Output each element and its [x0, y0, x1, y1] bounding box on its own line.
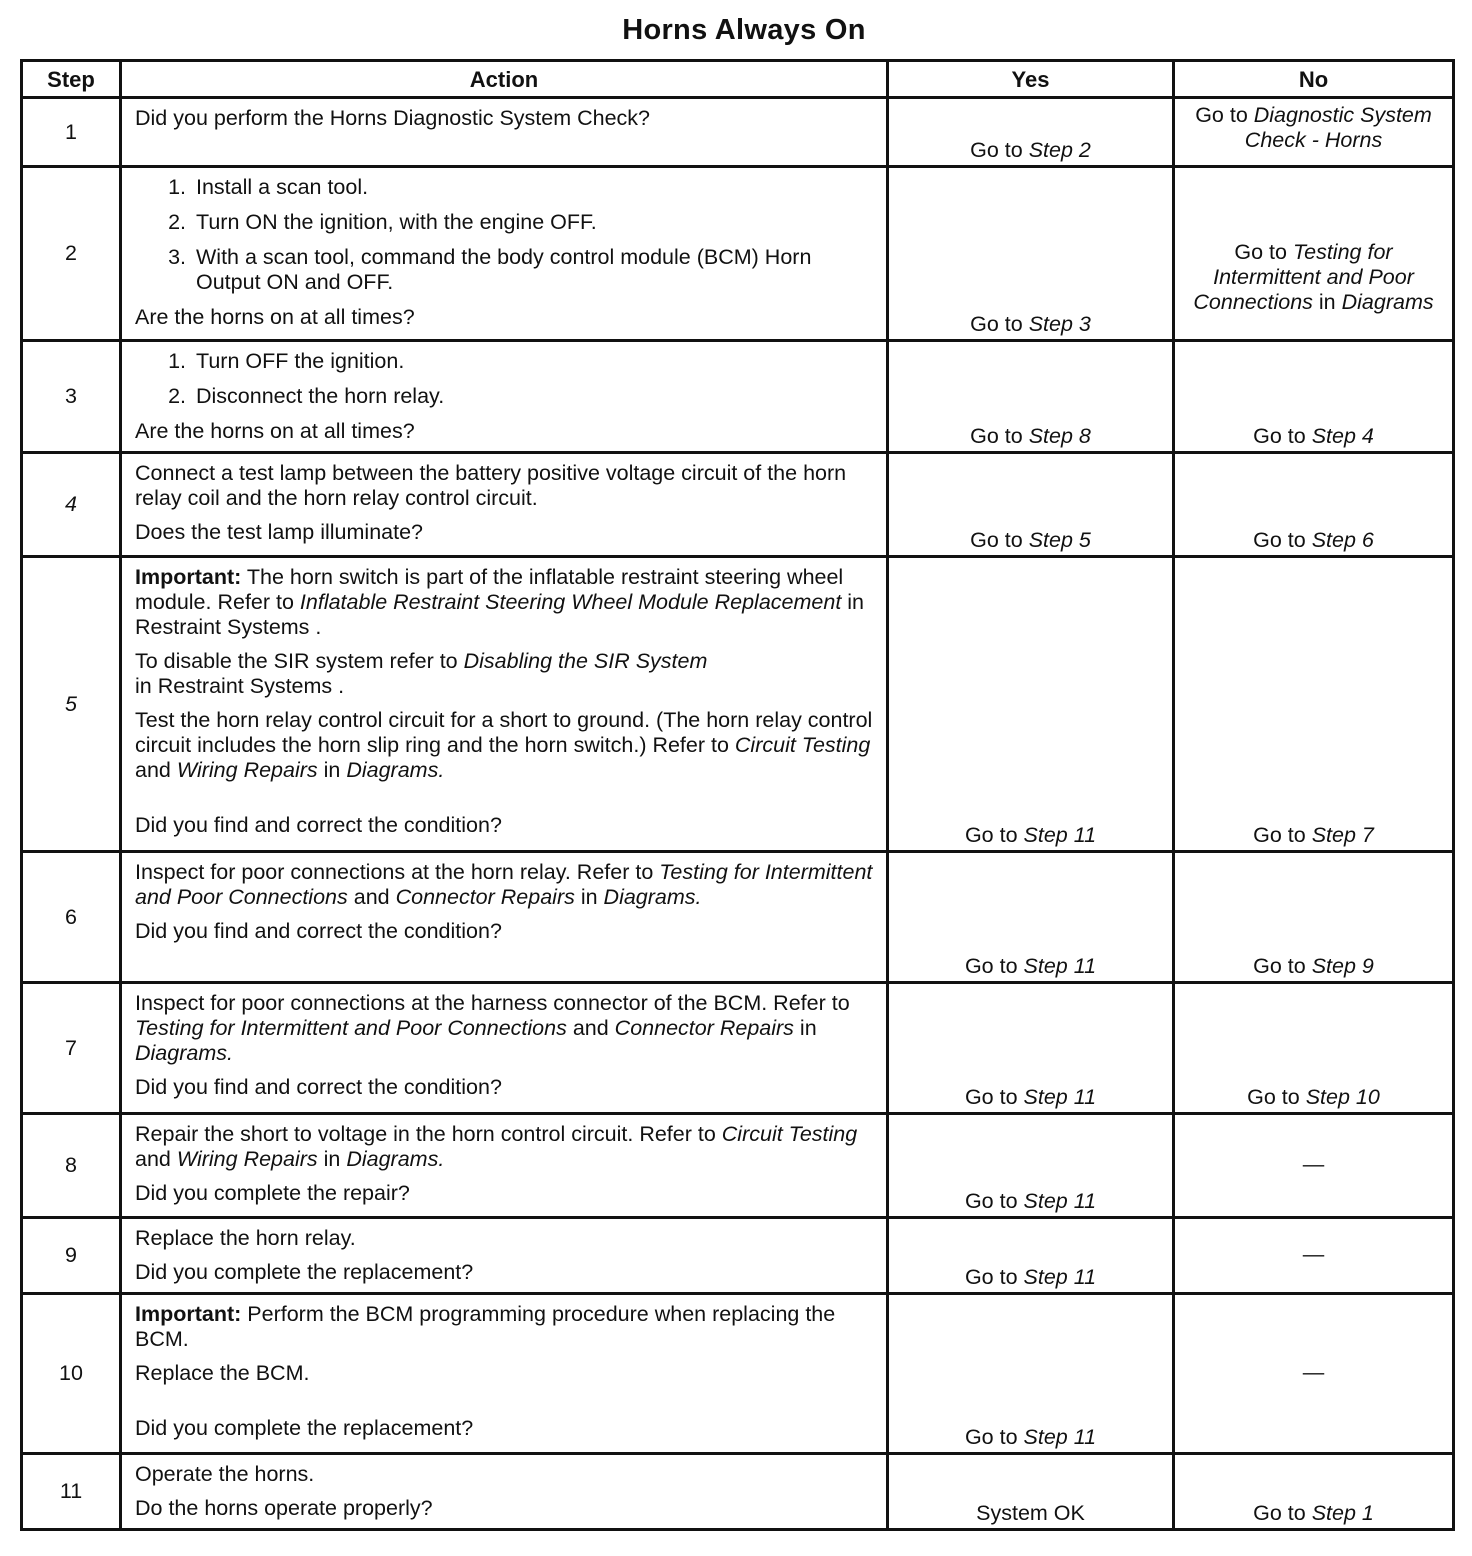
instruction-text: Test the horn relay control circuit for a short to ground. (The horn relay control circuit includes the horn slip ring and the horn switch.) Refer to Circuit Testing and Wiring Repairs in Diagrams.	[135, 708, 873, 782]
instruction-list	[135, 349, 876, 409]
step-number: 7	[22, 983, 121, 1114]
no-cell: Go to Step 7	[1174, 557, 1454, 852]
question: Did you complete the replacement?	[135, 1416, 474, 1440]
step-link[interactable]: Step 11	[1023, 1425, 1097, 1449]
no-cell: Go to Step 9	[1174, 852, 1454, 983]
question: Do the horns operate properly?	[135, 1496, 433, 1520]
instruction-text: Inspect for poor connections at the horn relay. Refer to Testing for Intermittent and Poor Connections and Connector Repairs in Diagrams.	[135, 860, 873, 909]
no-cell	[1174, 1294, 1454, 1454]
table-row-9	[22, 1218, 1454, 1294]
action-cell	[121, 341, 888, 453]
question: Did you complete the repair?	[135, 1181, 410, 1205]
not-applicable-dash: —	[1302, 1242, 1325, 1266]
step-number: 11	[22, 1454, 121, 1530]
step-link[interactable]: Step 4	[1311, 424, 1374, 448]
instruction-text: Replace the horn relay.	[135, 1226, 356, 1250]
yes-cell	[888, 1454, 1174, 1530]
header-no: No	[1174, 61, 1454, 98]
important-note: Important: Perform the BCM programming procedure when replacing the BCM.	[135, 1302, 836, 1351]
yes-cell: Go to Step 11	[888, 1294, 1174, 1454]
question: Did you find and correct the condition?	[135, 919, 502, 943]
yes-cell: Go to Step 3	[888, 167, 1174, 341]
action-cell	[121, 1218, 888, 1294]
table-row-2	[22, 167, 1454, 341]
table-row-5	[22, 557, 1454, 852]
circuit-testing-link[interactable]: Circuit Testing	[721, 1122, 858, 1146]
connector-repairs-link[interactable]: Connector Repairs	[614, 1016, 794, 1040]
step-number: 9	[22, 1218, 121, 1294]
table-row-7	[22, 983, 1454, 1114]
important-label: Important:	[135, 1302, 242, 1326]
diagnostic-table	[20, 59, 1455, 1531]
table-row-6	[22, 852, 1454, 983]
step-number: 4	[22, 453, 121, 557]
no-cell	[1174, 1114, 1454, 1218]
table-row-8	[22, 1114, 1454, 1218]
header-action: Action	[121, 61, 888, 98]
table-row-1	[22, 98, 1454, 167]
question: Did you complete the replacement?	[135, 1260, 474, 1284]
instruction-list	[135, 175, 876, 295]
header-row	[22, 61, 1454, 98]
question: Are the horns on at all times?	[135, 305, 415, 329]
header-step: Step	[22, 61, 121, 98]
step-number: 8	[22, 1114, 121, 1218]
yes-cell: Go to Step 11	[888, 1218, 1174, 1294]
step-link[interactable]: Step 2	[1028, 138, 1091, 162]
step-link[interactable]: Step 11	[1023, 1189, 1097, 1213]
no-cell: Go to Step 10	[1174, 983, 1454, 1114]
diagrams-link[interactable]: Diagrams.	[135, 1041, 233, 1065]
list-item: 2. Disconnect the horn relay.	[192, 384, 876, 409]
step-link[interactable]: Step 11	[1023, 954, 1097, 978]
testing-link[interactable]: Testing for Intermittent and Poor Connections	[1193, 240, 1414, 314]
action-cell	[121, 852, 888, 983]
action-cell	[121, 1454, 888, 1530]
circuit-testing-link[interactable]: Circuit Testing	[734, 733, 871, 757]
action-cell	[121, 98, 888, 167]
diagrams-link[interactable]: Diagrams.	[346, 758, 445, 782]
step-link[interactable]: Step 11	[1023, 1085, 1097, 1109]
yes-cell: Go to Step 8	[888, 341, 1174, 453]
step-number: 6	[22, 852, 121, 983]
step-link[interactable]: Step 6	[1311, 528, 1374, 552]
table-row-11	[22, 1454, 1454, 1530]
no-cell: Go to Step 1	[1174, 1454, 1454, 1530]
not-applicable-dash: —	[1302, 1360, 1325, 1384]
action-cell	[121, 557, 888, 852]
connector-repairs-link[interactable]: Connector Repairs	[395, 885, 575, 909]
instruction-text: Connect a test lamp between the battery positive voltage circuit of the horn relay coil and the horn relay control circuit.	[135, 461, 847, 510]
question: Did you find and correct the condition?	[135, 1075, 502, 1099]
yes-cell: Go to Step 11	[888, 983, 1174, 1114]
wiring-repairs-link[interactable]: Wiring Repairs	[176, 758, 318, 782]
no-cell: Go to Step 6	[1174, 453, 1454, 557]
yes-cell: Go to Step 11	[888, 852, 1174, 983]
step-link[interactable]: Step 7	[1311, 823, 1374, 847]
instruction-text: To disable the SIR system refer to Disabling the SIR System in Restraint Systems .	[135, 649, 708, 698]
instruction-text: Replace the BCM.	[135, 1361, 310, 1385]
not-applicable-dash: —	[1302, 1152, 1325, 1176]
system-ok-text: System OK	[976, 1501, 1085, 1525]
step-number: 5	[22, 557, 121, 852]
yes-cell: Go to Step 11	[888, 557, 1174, 852]
step-number: 10	[22, 1294, 121, 1454]
yes-cell: Go to Step 5	[888, 453, 1174, 557]
no-cell: Go to Step 4	[1174, 341, 1454, 453]
table-row-4	[22, 453, 1454, 557]
yes-cell: Go to Step 2	[888, 98, 1174, 167]
step-link[interactable]: Step 5	[1028, 528, 1091, 552]
diagrams-link[interactable]: Diagrams.	[603, 885, 702, 909]
step-link[interactable]: Step 3	[1028, 312, 1091, 336]
instruction-text: Operate the horns.	[135, 1462, 315, 1486]
important-label: Important:	[135, 565, 242, 589]
table-row-3	[22, 341, 1454, 453]
no-cell: Go to Diagnostic System Check - Horns	[1174, 98, 1454, 167]
page-title: Horns Always On	[622, 14, 866, 46]
step-link[interactable]: Step 1	[1311, 1501, 1374, 1525]
question: Does the test lamp illuminate?	[135, 520, 424, 544]
wiring-repairs-link[interactable]: Wiring Repairs	[176, 1147, 318, 1171]
diagrams-link[interactable]: Diagrams	[1341, 290, 1434, 314]
instruction-text: Inspect for poor connections at the harness connector of the BCM. Refer to Testing for Intermittent and Poor Connections and Connector Repairs in Diagrams.	[135, 991, 850, 1065]
question: Did you perform the Horns Diagnostic System Check?	[135, 106, 651, 130]
step-number: 1	[22, 98, 121, 167]
no-cell: Go to Testing for Intermittent and Poor Connections in Diagrams	[1174, 167, 1454, 341]
instruction-text: Repair the short to voltage in the horn control circuit. Refer to Circuit Testing and Wiring Repairs in Diagrams.	[135, 1122, 858, 1171]
action-cell	[121, 1294, 888, 1454]
testing-link[interactable]: Testing for Intermittent and Poor Connections	[135, 860, 873, 909]
step-number: 3	[22, 341, 121, 453]
step-link[interactable]: Step 8	[1028, 424, 1091, 448]
table-row-10	[22, 1294, 1454, 1454]
disable-sir-link[interactable]: Disabling the SIR System	[463, 649, 708, 673]
list-item: 2. Turn ON the ignition, with the engine OFF.	[192, 210, 876, 235]
list-item: 1. Turn OFF the ignition.	[192, 349, 876, 374]
step-link[interactable]: Step 10	[1305, 1085, 1380, 1109]
sir-replacement-link[interactable]: Inflatable Restraint Steering Wheel Module Replacement	[299, 590, 842, 614]
question: Did you find and correct the condition?	[135, 813, 502, 837]
diagrams-link[interactable]: Diagrams.	[346, 1147, 445, 1171]
step-link[interactable]: Step 11	[1023, 1265, 1097, 1289]
list-item: 1. Install a scan tool.	[192, 175, 876, 200]
list-item: 3. With a scan tool, command the body control module (BCM) Horn Output ON and OFF.	[192, 245, 876, 295]
action-cell	[121, 453, 888, 557]
no-cell	[1174, 1218, 1454, 1294]
step-number: 2	[22, 167, 121, 341]
diagnostic-link[interactable]: Diagnostic System Check - Horns	[1244, 103, 1432, 152]
header-yes: Yes	[888, 61, 1174, 98]
important-note: Important: The horn switch is part of the inflatable restraint steering wheel module. Refer to Inflatable Restraint Steering Wheel Module Replacement in Restraint Systems .	[135, 565, 865, 639]
step-link[interactable]: Step 9	[1311, 954, 1374, 978]
step-link[interactable]: Step 11	[1023, 823, 1097, 847]
action-cell	[121, 983, 888, 1114]
yes-cell: Go to Step 11	[888, 1114, 1174, 1218]
testing-link[interactable]: Testing for Intermittent and Poor Connections	[135, 1016, 567, 1040]
action-cell	[121, 1114, 888, 1218]
question: Are the horns on at all times?	[135, 419, 415, 443]
action-cell	[121, 167, 888, 341]
